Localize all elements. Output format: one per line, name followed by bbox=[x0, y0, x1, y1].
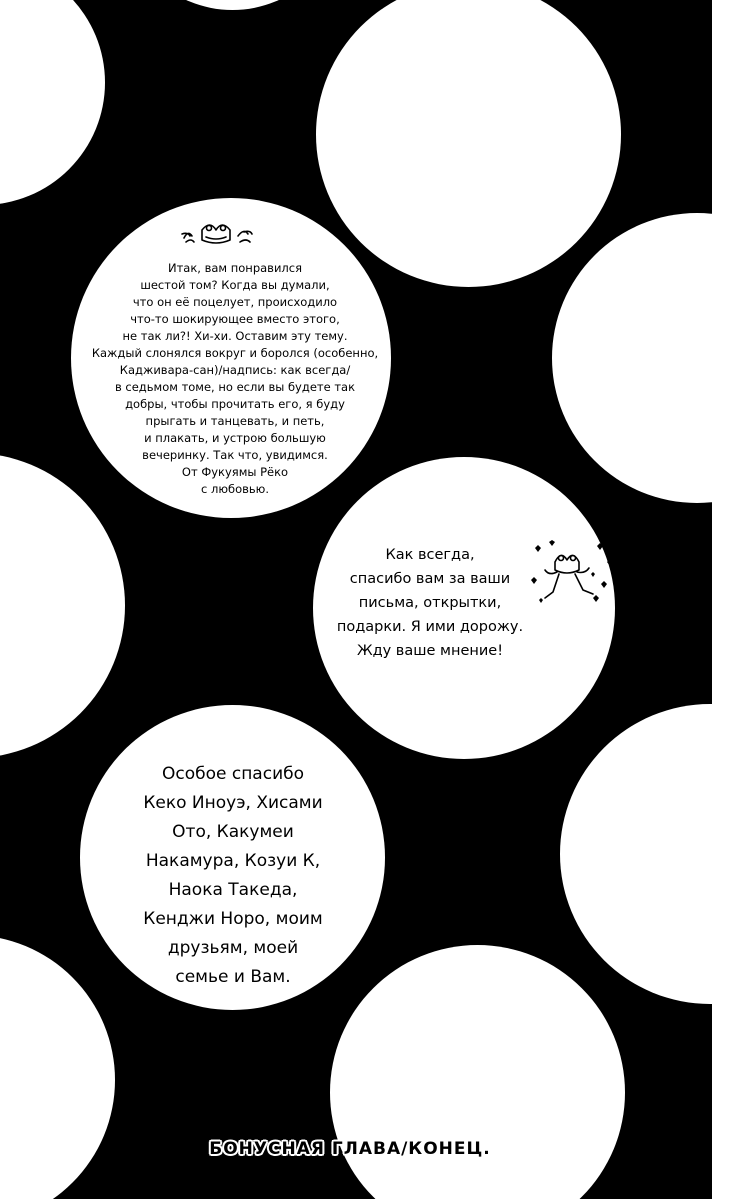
note-main-line: добры, чтобы прочитать его, я буду bbox=[125, 397, 345, 411]
dot-right-upper bbox=[552, 213, 712, 503]
note-main-line: Итак, вам понравился bbox=[167, 261, 303, 275]
note-main-line: шестой том? Когда вы думали, bbox=[140, 278, 330, 292]
note-thanks bbox=[108, 760, 358, 992]
dot-top-center bbox=[120, 0, 345, 10]
note-letters bbox=[330, 543, 530, 663]
note-letters-line: спасибо вам за ваши bbox=[349, 571, 511, 587]
dot-right-lower bbox=[560, 704, 712, 1004]
note-main bbox=[80, 260, 390, 498]
dot-bottom-center bbox=[330, 945, 625, 1199]
note-main-line: вечеринку. Так что, увидимся. bbox=[142, 448, 328, 462]
note-main-line: Кадживара-сан)/надпись: как всегда/ bbox=[119, 363, 351, 377]
dot-left-bottom bbox=[0, 935, 115, 1199]
note-thanks-line: Кенджи Норо, моим bbox=[143, 909, 323, 929]
frog-doodle-icon bbox=[180, 216, 260, 248]
note-main-line: прыгать и танцевать, и петь, bbox=[145, 414, 325, 428]
note-thanks-line: Кеко Иноуэ, Хисами bbox=[143, 793, 323, 813]
dot-left-middle bbox=[0, 453, 125, 758]
note-letters-line: Как всегда, bbox=[385, 547, 475, 563]
note-main-line: что он её поцелует, происходило bbox=[132, 295, 338, 309]
note-letters-line: письма, открытки, bbox=[358, 595, 502, 611]
note-main-line: что-то шокирующее вместо этого, bbox=[130, 312, 340, 326]
dot-top-right bbox=[316, 0, 621, 287]
note-thanks-line: Наока Такеда, bbox=[168, 880, 298, 900]
note-thanks-line: Ото, Какумеи bbox=[172, 822, 294, 842]
note-thanks-line: Особое спасибо bbox=[161, 764, 305, 784]
dot-top-left bbox=[0, 0, 105, 205]
note-letters-line: Жду ваше мнение! bbox=[356, 643, 504, 659]
note-main-line: в седьмом томе, но если вы будете так bbox=[114, 380, 356, 394]
end-caption: БОНУСНАЯ ГЛАВА/КОНЕЦ. bbox=[209, 1139, 491, 1159]
note-thanks-line: Накамура, Козуи К, bbox=[145, 851, 321, 871]
note-main-line: Каждый слонялся вокруг и боролся (особенно, bbox=[91, 346, 379, 360]
note-thanks-line: семье и Вам. bbox=[175, 967, 291, 987]
note-letters-line: подарки. Я ими дорожу. bbox=[336, 619, 524, 635]
note-main-line: не так ли?! Хи-хи. Оставим эту тему. bbox=[122, 329, 348, 343]
note-main-signature: с любовью. bbox=[200, 482, 270, 496]
note-main-signature: От Фукуямы Рёко bbox=[181, 465, 289, 479]
dancing-frog-hearts-icon bbox=[527, 540, 617, 618]
note-thanks-line: друзьям, моей bbox=[167, 938, 299, 958]
note-main-line: и плакать, и устрою большую bbox=[144, 431, 326, 445]
